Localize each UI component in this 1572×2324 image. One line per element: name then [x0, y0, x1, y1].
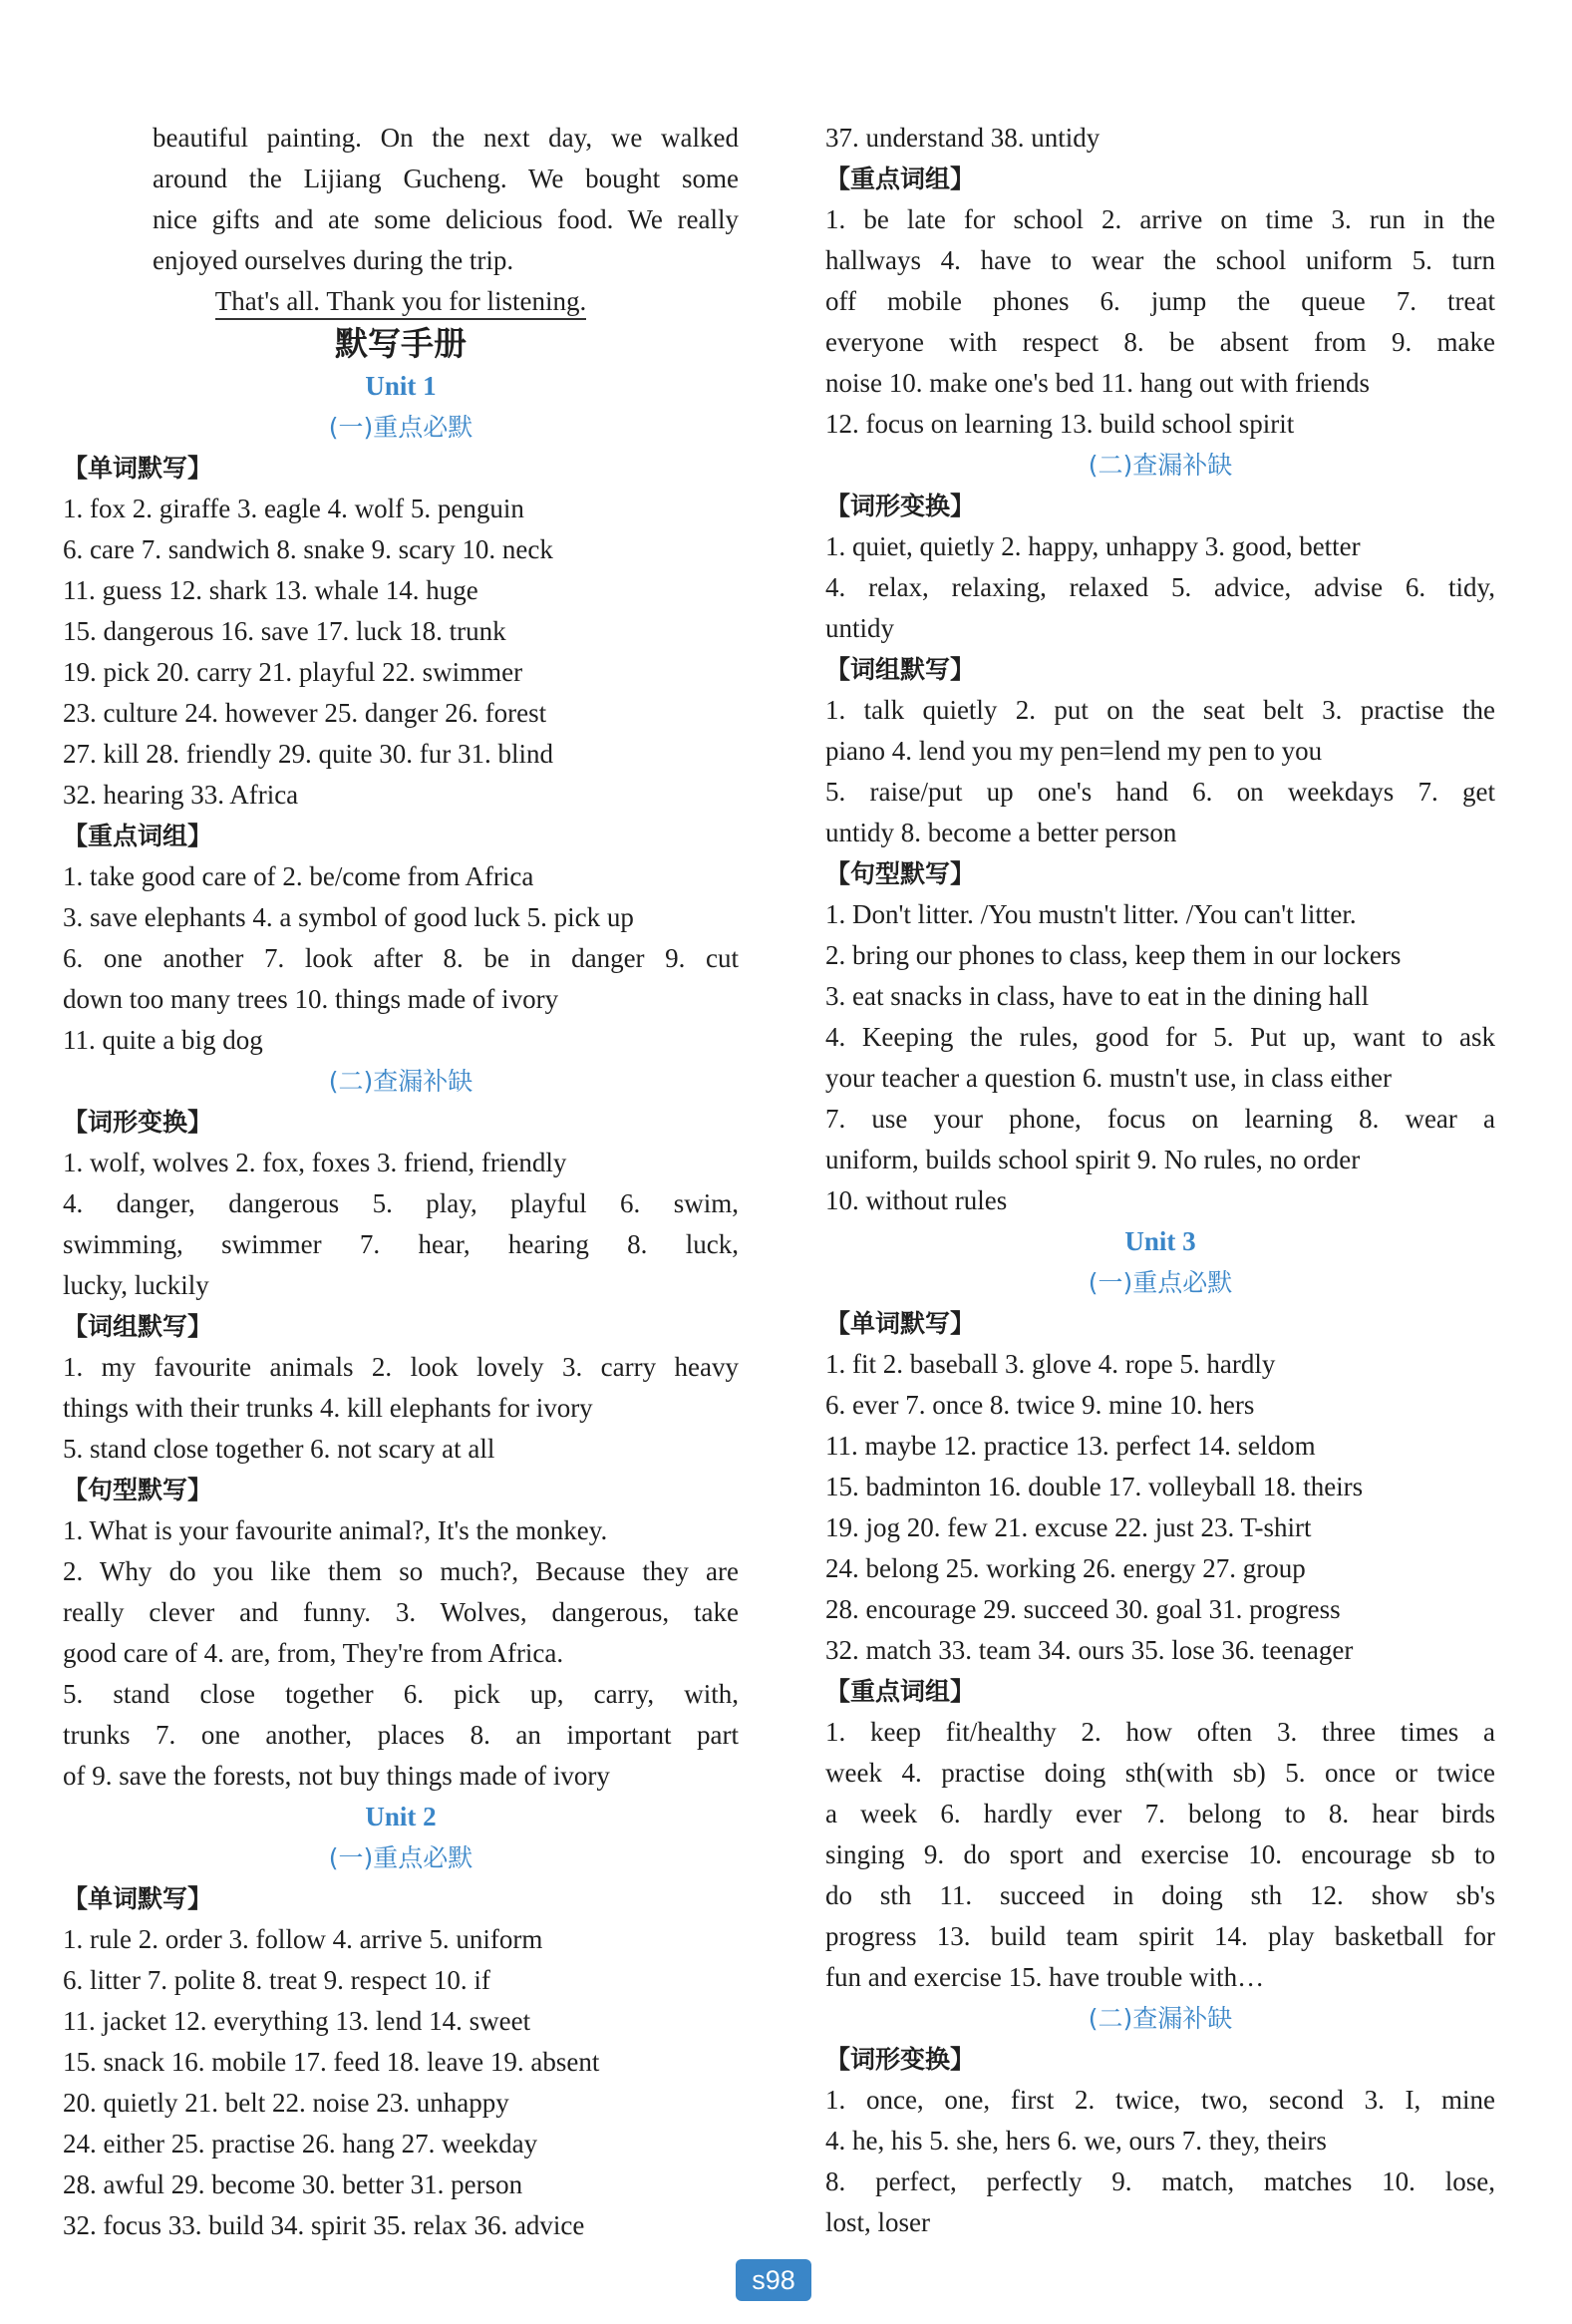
left-line-4: enjoyed ourselves during the trip. — [153, 245, 514, 275]
left-line-16: 27. kill 28. friendly 29. quite 30. fur 31. blind — [63, 739, 553, 769]
right-line-3: 1. be late for school 2. arrive on time 3. run in the — [825, 204, 1495, 234]
right-line-4: hallways 4. have to wear the school uniform 5. turn — [825, 245, 1495, 275]
right-line-51: 8. perfect, perfectly 9. match, matches 10. lose, — [825, 2166, 1495, 2196]
left-line-45: 1. rule 2. order 3. follow 4. arrive 5. uniform — [63, 1924, 543, 1954]
right-line-47: (二)查漏补缺 — [1088, 2004, 1233, 2033]
left-line-11: 6. care 7. sandwich 8. snake 9. scary 10. neck — [63, 534, 553, 564]
left-line-15: 23. culture 24. however 25. danger 26. forest — [63, 698, 547, 728]
left-line-46: 6. litter 7. polite 8. treat 9. respect 10. if — [63, 1965, 490, 1995]
right-line-36: 24. belong 25. working 26. energy 27. group — [825, 1553, 1306, 1583]
right-line-27: 10. without rules — [825, 1185, 1008, 1215]
left-line-28: swimming, swimmer 7. hear, hearing 8. luck, — [63, 1229, 739, 1259]
right-column — [825, 118, 1495, 2243]
right-line-48: 【词形变换】 — [825, 2045, 976, 2074]
page-number-badge: s98 — [736, 2259, 811, 2301]
underlined-closing: That's all. Thank you for listening. — [215, 286, 587, 320]
left-line-13: 15. dangerous 16. save 17. luck 18. trunk — [63, 616, 506, 646]
left-line-35: 1. What is your favourite animal?, It's the monkey. — [63, 1515, 608, 1545]
left-line-30: 【词组默写】 — [63, 1312, 213, 1341]
right-line-13: untidy — [825, 613, 895, 643]
left-line-10: 1. fox 2. giraffe 3. eagle 4. wolf 5. penguin — [63, 494, 524, 523]
left-line-34: 【句型默写】 — [63, 1476, 213, 1504]
left-line-22: down too many trees 10. things made of ivory — [63, 984, 559, 1014]
left-line-40: trunks 7. one another, places 8. an important part — [63, 1720, 739, 1750]
left-line-42: Unit 2 — [365, 1802, 437, 1831]
right-line-31: 1. fit 2. baseball 3. glove 4. rope 5. hardly — [825, 1349, 1276, 1379]
left-line-19: 1. take good care of 2. be/come from Africa — [63, 861, 534, 891]
left-line-49: 20. quietly 21. belt 22. noise 23. unhappy — [63, 2088, 509, 2118]
left-line-36: 2. Why do you like them so much?, Because they are — [63, 1556, 739, 1586]
right-line-30: 【单词默写】 — [825, 1309, 976, 1338]
right-line-18: untidy 8. become a better person — [825, 818, 1177, 847]
right-line-38: 32. match 33. team 34. ours 35. lose 36. teenager — [825, 1635, 1354, 1665]
right-line-41: week 4. practise doing sth(with sb) 5. once or twice — [825, 1758, 1495, 1788]
left-line-5 — [63, 281, 739, 322]
right-line-16: piano 4. lend you my pen=lend my pen to you — [825, 736, 1323, 766]
right-line-1: 37. understand 38. untidy — [825, 123, 1100, 153]
right-line-7: noise 10. make one's bed 11. hang out with friends — [825, 368, 1371, 398]
left-line-23: 11. quite a big dog — [63, 1025, 263, 1055]
left-line-3: nice gifts and ate some delicious food. We really — [153, 204, 739, 234]
right-line-46: fun and exercise 15. have trouble with… — [825, 1962, 1265, 1992]
right-line-50: 4. he, his 5. she, hers 6. we, ours 7. they, theirs — [825, 2126, 1327, 2156]
right-line-5: off mobile phones 6. jump the queue 7. treat — [825, 286, 1495, 316]
left-column — [63, 118, 739, 2246]
left-line-41: of 9. save the forests, not buy things made of ivory — [63, 1761, 610, 1791]
right-line-40: 1. keep fit/healthy 2. how often 3. three times a — [825, 1717, 1495, 1747]
right-line-21: 2. bring our phones to class, keep them in our lockers — [825, 940, 1402, 970]
right-line-23: 4. Keeping the rules, good for 5. Put up, want to ask — [825, 1022, 1495, 1052]
right-line-6: everyone with respect 8. be absent from 9. make — [825, 327, 1495, 357]
right-line-33: 11. maybe 12. practice 13. perfect 14. seldom — [825, 1431, 1316, 1461]
left-line-48: 15. snack 16. mobile 17. feed 18. leave 19. absent — [63, 2047, 600, 2077]
left-line-14: 19. pick 20. carry 21. playful 22. swimmer — [63, 657, 523, 687]
left-line-18: 【重点词组】 — [63, 822, 213, 850]
left-line-24: (二)查漏补缺 — [328, 1067, 473, 1096]
right-line-32: 6. ever 7. once 8. twice 9. mine 10. hers — [825, 1390, 1255, 1420]
left-line-39: 5. stand close together 6. pick up, carry, with, — [63, 1679, 739, 1709]
right-line-26: uniform, builds school spirit 9. No rules, no order — [825, 1145, 1361, 1174]
right-line-43: singing 9. do sport and exercise 10. encourage sb to — [825, 1839, 1495, 1869]
left-line-17: 32. hearing 33. Africa — [63, 780, 299, 810]
right-line-17: 5. raise/put up one's hand 6. on weekdays 7. get — [825, 777, 1495, 807]
left-line-52: 32. focus 33. build 34. spirit 35. relax 36. advice — [63, 2210, 585, 2240]
left-line-1: beautiful painting. On the next day, we walked — [153, 123, 739, 153]
right-line-37: 28. encourage 29. succeed 30. goal 31. progress — [825, 1594, 1341, 1624]
left-line-37: really clever and funny. 3. Wolves, dangerous, take — [63, 1597, 739, 1627]
left-line-44: 【单词默写】 — [63, 1884, 213, 1913]
right-line-35: 19. jog 20. few 21. excuse 22. just 23. T-shirt — [825, 1512, 1312, 1542]
right-line-10: 【词形变换】 — [825, 492, 976, 520]
left-line-9: 【单词默写】 — [63, 454, 213, 483]
left-line-21: 6. one another 7. look after 8. be in danger 9. cut — [63, 943, 739, 973]
left-line-2: around the Lijiang Gucheng. We bought some — [153, 164, 739, 193]
left-line-25: 【词形变换】 — [63, 1108, 213, 1137]
right-line-9: (二)查漏补缺 — [1088, 451, 1233, 480]
right-line-15: 1. talk quietly 2. put on the seat belt 3. practise the — [825, 695, 1495, 725]
left-line-50: 24. either 25. practise 26. hang 27. weekday — [63, 2129, 538, 2158]
left-line-51: 28. awful 29. become 30. better 31. person — [63, 2169, 523, 2199]
left-line-7: Unit 1 — [365, 371, 437, 401]
right-line-22: 3. eat snacks in class, have to eat in the dining hall — [825, 981, 1370, 1011]
right-line-8: 12. focus on learning 13. build school spirit — [825, 409, 1295, 439]
left-line-31: 1. my favourite animals 2. look lovely 3. carry heavy — [63, 1352, 739, 1382]
right-line-19: 【句型默写】 — [825, 859, 976, 888]
right-line-2: 【重点词组】 — [825, 165, 976, 193]
right-line-34: 15. badminton 16. double 17. volleyball 18. theirs — [825, 1472, 1364, 1501]
left-line-6: 默写手册 — [335, 324, 467, 363]
left-line-12: 11. guess 12. shark 13. whale 14. huge — [63, 575, 478, 605]
left-line-27: 4. danger, dangerous 5. play, playful 6. swim, — [63, 1188, 739, 1218]
left-line-47: 11. jacket 12. everything 13. lend 14. sweet — [63, 2006, 531, 2036]
right-line-25: 7. use your phone, focus on learning 8. wear a — [825, 1104, 1495, 1134]
right-line-45: progress 13. build team spirit 14. play basketball for — [825, 1921, 1495, 1951]
left-line-33: 5. stand close together 6. not scary at all — [63, 1434, 495, 1464]
left-line-32: things with their trunks 4. kill elephants for ivory — [63, 1393, 593, 1423]
left-line-38: good care of 4. are, from, They're from Africa. — [63, 1638, 564, 1668]
right-line-12: 4. relax, relaxing, relaxed 5. advice, advise 6. tidy, — [825, 572, 1495, 602]
left-line-26: 1. wolf, wolves 2. fox, foxes 3. friend, friendly — [63, 1148, 567, 1177]
right-line-28: Unit 3 — [1124, 1226, 1196, 1256]
right-line-44: do sth 11. succeed in doing sth 12. show sb's — [825, 1880, 1495, 1910]
right-line-39: 【重点词组】 — [825, 1677, 976, 1706]
left-line-8: (一)重点必默 — [328, 413, 473, 442]
right-line-11: 1. quiet, quietly 2. happy, unhappy 3. good, better — [825, 531, 1361, 561]
right-line-14: 【词组默写】 — [825, 655, 976, 684]
right-line-20: 1. Don't litter. /You mustn't litter. /You can't litter. — [825, 899, 1357, 929]
left-line-20: 3. save elephants 4. a symbol of good luck 5. pick up — [63, 902, 634, 932]
left-line-29: lucky, luckily — [63, 1270, 209, 1300]
left-line-43: (一)重点必默 — [328, 1843, 473, 1872]
right-line-24: your teacher a question 6. mustn't use, in class either — [825, 1063, 1392, 1093]
right-line-49: 1. once, one, first 2. twice, two, second 3. I, mine — [825, 2085, 1495, 2115]
right-line-52: lost, loser — [825, 2207, 930, 2237]
right-line-29: (一)重点必默 — [1088, 1268, 1233, 1297]
right-line-42: a week 6. hardly ever 7. belong to 8. hear birds — [825, 1799, 1495, 1828]
